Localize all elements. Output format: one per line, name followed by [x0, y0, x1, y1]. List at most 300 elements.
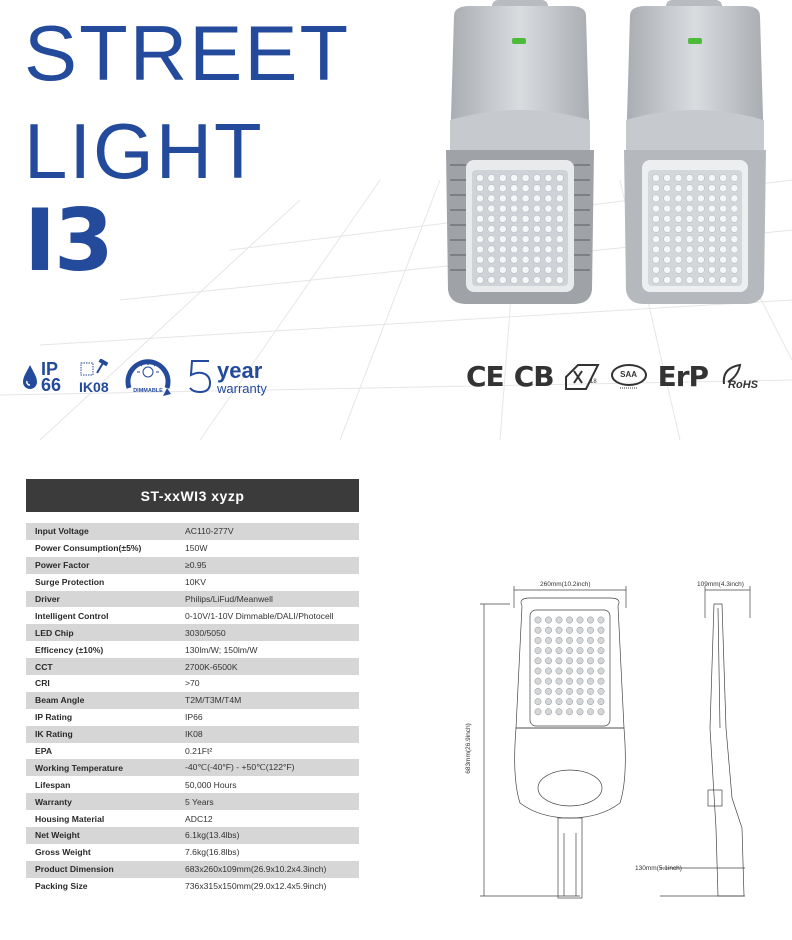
- spec-row: [26, 844, 359, 861]
- led-chip: [476, 185, 483, 192]
- led-chip: [556, 246, 563, 253]
- led-chip: [488, 174, 495, 181]
- led-chip: [545, 276, 552, 283]
- led-chip: [545, 709, 551, 715]
- led-chip: [522, 236, 529, 243]
- led-chip: [675, 185, 682, 192]
- spec-value: -40℃(-40°F) - +50℃(122°F): [176, 759, 359, 776]
- led-chip: [522, 266, 529, 273]
- led-chip: [535, 698, 541, 704]
- led-chip: [675, 215, 682, 222]
- led-chip: [577, 668, 583, 674]
- led-chip: [697, 174, 704, 181]
- spec-value: 683x260x109mm(26.9x10.2x4.3inch): [176, 861, 359, 878]
- led-chip: [686, 246, 693, 253]
- ip-value: 66: [41, 375, 62, 395]
- led-chip: [731, 246, 738, 253]
- spec-row: [26, 607, 359, 624]
- led-chip: [545, 195, 552, 202]
- spec-value: 150W: [185, 543, 208, 554]
- led-chip: [556, 688, 562, 694]
- led-chip: [556, 215, 563, 222]
- led-chip: [533, 174, 540, 181]
- led-chip: [675, 256, 682, 263]
- led-chip: [488, 246, 495, 253]
- led-chip: [587, 668, 593, 674]
- led-chip: [686, 174, 693, 181]
- spec-key: IP Rating: [35, 712, 73, 723]
- spec-key: Surge Protection: [35, 577, 105, 588]
- spec-value: 10KV: [185, 577, 207, 588]
- led-chip: [566, 688, 572, 694]
- led-chip: [522, 205, 529, 212]
- spec-key: Power Consumption(±5%): [35, 543, 142, 554]
- led-chip: [545, 617, 551, 623]
- led-chip: [535, 627, 541, 633]
- led-chip: [545, 678, 551, 684]
- led-chip: [731, 236, 738, 243]
- led-chip: [697, 195, 704, 202]
- led-chip: [652, 215, 659, 222]
- spec-key: CRI: [35, 678, 50, 689]
- spec-key: IK Rating: [26, 726, 176, 743]
- led-chip: [652, 195, 659, 202]
- led-chip: [488, 215, 495, 222]
- led-chip: [533, 195, 540, 202]
- led-chip: [488, 256, 495, 263]
- led-chip: [556, 678, 562, 684]
- led-chip: [587, 698, 593, 704]
- spec-row: [26, 624, 359, 641]
- led-chip: [708, 276, 715, 283]
- led-chip: [598, 627, 604, 633]
- led-chip: [675, 236, 682, 243]
- led-chip: [533, 276, 540, 283]
- led-chip: [708, 225, 715, 232]
- led-chip: [731, 225, 738, 232]
- led-chip: [720, 215, 727, 222]
- led-chip: [522, 225, 529, 232]
- led-chip: [535, 637, 541, 643]
- spec-key: Power Factor: [26, 557, 176, 574]
- erp-mark: ErP: [657, 360, 709, 393]
- led-chip: [556, 236, 563, 243]
- spec-row: [26, 861, 359, 878]
- spec-row: [26, 776, 359, 793]
- led-chip: [686, 215, 693, 222]
- spec-row: [26, 810, 359, 827]
- five-outline-icon: [187, 358, 213, 396]
- led-chip: [697, 246, 704, 253]
- led-chip: [577, 647, 583, 653]
- led-chip: [476, 256, 483, 263]
- led-chip: [708, 195, 715, 202]
- led-chip: [488, 266, 495, 273]
- spec-value: 6.1kg(13.4lbs): [176, 827, 359, 844]
- led-chip: [476, 236, 483, 243]
- saa-mark: SAA: [610, 363, 648, 391]
- led-chip: [533, 266, 540, 273]
- led-chip: [587, 688, 593, 694]
- led-chip: [697, 236, 704, 243]
- led-chip: [731, 185, 738, 192]
- led-chip: [720, 236, 727, 243]
- led-chip: [686, 225, 693, 232]
- led-chip: [731, 174, 738, 181]
- led-chip: [522, 246, 529, 253]
- led-chip: [533, 236, 540, 243]
- led-chip: [587, 709, 593, 715]
- led-chip: [664, 276, 671, 283]
- led-chip: [731, 205, 738, 212]
- led-chip: [556, 276, 563, 283]
- spec-value: IP66: [185, 712, 203, 723]
- led-chip: [522, 185, 529, 192]
- led-chip: [587, 627, 593, 633]
- warranty-label: warranty: [217, 380, 267, 396]
- led-chip: [522, 174, 529, 181]
- spec-value: 736x315x150mm(29.0x12.4x5.9inch): [185, 881, 327, 892]
- led-chip: [686, 256, 693, 263]
- title-line-2: LIGHT: [24, 107, 264, 195]
- dim-pole: 130mm(5.1inch): [635, 865, 682, 872]
- led-chip: [566, 617, 572, 623]
- led-chip: [708, 185, 715, 192]
- led-chip: [577, 637, 583, 643]
- led-chip: [556, 698, 562, 704]
- led-chip: [686, 185, 693, 192]
- product-title: [24, 9, 351, 291]
- led-chip: [664, 195, 671, 202]
- led-chip: [556, 174, 563, 181]
- led-chip: [566, 647, 572, 653]
- led-chip: [476, 195, 483, 202]
- led-chip: [499, 215, 506, 222]
- spec-value: 2700K-6500K: [176, 658, 359, 675]
- led-chip: [545, 658, 551, 664]
- led-chip: [708, 236, 715, 243]
- led-chip: [566, 637, 572, 643]
- led-chip: [476, 266, 483, 273]
- spec-row: [26, 540, 359, 557]
- spec-value: 0.21Ft²: [185, 746, 213, 757]
- led-chip: [488, 185, 495, 192]
- spec-row: [26, 692, 359, 709]
- led-chip: [511, 266, 518, 273]
- spec-value: ADC12: [185, 813, 213, 824]
- led-chip: [556, 627, 562, 633]
- led-chip: [533, 256, 540, 263]
- led-chip: [720, 205, 727, 212]
- spec-value: T2M/T3M/T4M: [176, 692, 359, 709]
- ik-label: IK08: [79, 379, 109, 395]
- dim-width: 260mm(10.2inch): [540, 581, 591, 588]
- led-chip: [675, 276, 682, 283]
- led-chip: [511, 215, 518, 222]
- spec-row: [26, 574, 359, 591]
- led-chip: [488, 205, 495, 212]
- led-chip: [598, 698, 604, 704]
- led-chip: [720, 195, 727, 202]
- led-chip: [720, 174, 727, 181]
- spec-model-code: ST-xxWI3 xyzp: [26, 479, 359, 512]
- led-chip: [499, 185, 506, 192]
- led-chip: [556, 205, 563, 212]
- led-chip: [488, 195, 495, 202]
- led-chip: [556, 668, 562, 674]
- led-chip: [708, 256, 715, 263]
- led-chip: [587, 678, 593, 684]
- street-light-image-smooth: [620, 0, 770, 312]
- led-chip: [720, 276, 727, 283]
- led-chip: [664, 215, 671, 222]
- feature-icons: [22, 352, 267, 402]
- led-chip: [577, 627, 583, 633]
- led-chip: [720, 266, 727, 273]
- led-chip: [652, 266, 659, 273]
- technical-drawing: [470, 578, 792, 908]
- led-chip: [686, 205, 693, 212]
- led-chip: [664, 174, 671, 181]
- led-chip: [545, 205, 552, 212]
- led-chip: [533, 225, 540, 232]
- led-chip: [488, 225, 495, 232]
- ik08-badge: [79, 359, 109, 395]
- led-chip: [556, 266, 563, 273]
- led-chip: [535, 668, 541, 674]
- led-chip: [720, 246, 727, 253]
- led-chip: [652, 225, 659, 232]
- spec-value: ≥0.95: [176, 557, 359, 574]
- led-chip: [652, 236, 659, 243]
- led-chip: [731, 276, 738, 283]
- spec-value: 3030/5050: [176, 624, 359, 641]
- led-chip: [675, 195, 682, 202]
- led-chip: [533, 205, 540, 212]
- led-chip: [664, 185, 671, 192]
- spec-value: Philips/LiFud/Meanwell: [176, 591, 359, 608]
- led-chip: [476, 276, 483, 283]
- led-chip: [720, 225, 727, 232]
- spec-value: 130lm/W; 150lm/W: [185, 644, 258, 655]
- spec-key: Input Voltage: [26, 523, 176, 540]
- dimmable-label: DIMMABLE: [133, 388, 163, 394]
- led-chip: [499, 266, 506, 273]
- led-chip: [545, 627, 551, 633]
- led-chip: [511, 225, 518, 232]
- led-chip: [511, 256, 518, 263]
- led-chip: [545, 698, 551, 704]
- led-chip: [511, 246, 518, 253]
- led-chip: [598, 688, 604, 694]
- led-chip: [686, 266, 693, 273]
- led-chip: [731, 256, 738, 263]
- led-chip: [598, 668, 604, 674]
- led-chip: [499, 205, 506, 212]
- spec-row: [26, 641, 359, 658]
- led-chip: [598, 637, 604, 643]
- led-chip: [488, 236, 495, 243]
- spec-row: [26, 878, 359, 895]
- led-chip: [566, 698, 572, 704]
- led-chip: [545, 236, 552, 243]
- led-chip: [535, 617, 541, 623]
- led-chip: [511, 174, 518, 181]
- ip-label: IP: [41, 359, 59, 379]
- led-chip: [577, 617, 583, 623]
- spec-table: [26, 523, 359, 895]
- led-chip: [511, 205, 518, 212]
- led-chip: [697, 266, 704, 273]
- led-chip: [556, 185, 563, 192]
- led-chip: [675, 266, 682, 273]
- led-chip: [511, 276, 518, 283]
- led-chip: [533, 185, 540, 192]
- led-chip: [476, 225, 483, 232]
- hammer-icon: [79, 359, 109, 379]
- spec-row: [26, 759, 359, 776]
- led-chip: [577, 678, 583, 684]
- led-chip: [708, 246, 715, 253]
- led-chip: [587, 617, 593, 623]
- spec-value: >70: [185, 678, 200, 689]
- spec-row: [26, 591, 359, 608]
- spec-key: Intelligent Control: [35, 610, 109, 621]
- led-chip: [566, 627, 572, 633]
- led-chip: [697, 185, 704, 192]
- warranty-badge: [187, 358, 267, 396]
- led-chip: [545, 256, 552, 263]
- led-chip: [720, 256, 727, 263]
- led-chip: [708, 215, 715, 222]
- led-chip: [511, 236, 518, 243]
- led-chip: [556, 195, 563, 202]
- led-chip: [598, 647, 604, 653]
- led-chip: [556, 225, 563, 232]
- led-chip: [652, 246, 659, 253]
- led-chip: [697, 276, 704, 283]
- led-chip: [598, 678, 604, 684]
- led-chip: [577, 709, 583, 715]
- spec-row: [26, 827, 359, 844]
- led-chip: [545, 246, 552, 253]
- led-chip: [556, 647, 562, 653]
- led-chip: [652, 256, 659, 263]
- led-chip: [556, 658, 562, 664]
- led-chip: [664, 266, 671, 273]
- led-chip: [476, 174, 483, 181]
- led-chip: [522, 256, 529, 263]
- spec-value: 5 Years: [176, 793, 359, 810]
- led-chip: [545, 668, 551, 674]
- spec-row: [26, 523, 359, 540]
- spec-value: IK08: [176, 726, 359, 743]
- led-chip: [652, 205, 659, 212]
- led-chip: [499, 246, 506, 253]
- led-chip: [545, 174, 552, 181]
- led-chip: [675, 246, 682, 253]
- led-chip: [522, 276, 529, 283]
- spec-key: Product Dimension: [26, 861, 176, 878]
- led-chip: [708, 266, 715, 273]
- rohs-mark: RoHS: [718, 362, 758, 392]
- led-chip: [686, 276, 693, 283]
- title-line-1: STREET: [24, 9, 351, 97]
- led-chip: [545, 185, 552, 192]
- led-chip: [598, 658, 604, 664]
- led-chip: [533, 246, 540, 253]
- led-chip: [499, 195, 506, 202]
- spec-value: AC110-277V: [176, 523, 359, 540]
- led-chip: [675, 174, 682, 181]
- led-chip: [499, 256, 506, 263]
- led-chip: [598, 617, 604, 623]
- led-chip: [545, 266, 552, 273]
- led-chip: [566, 658, 572, 664]
- led-chip: [556, 637, 562, 643]
- led-chip: [731, 195, 738, 202]
- model-name: I3: [24, 191, 112, 291]
- dim-height: 683mm(26.9inch): [464, 723, 472, 774]
- led-chip: [697, 256, 704, 263]
- spec-key: Gross Weight: [35, 847, 91, 858]
- led-chip: [556, 617, 562, 623]
- led-chip: [664, 225, 671, 232]
- spec-row: [26, 557, 359, 574]
- led-chip: [587, 647, 593, 653]
- led-chip: [545, 225, 552, 232]
- led-chip: [535, 709, 541, 715]
- led-chip: [476, 215, 483, 222]
- spec-row: [26, 675, 359, 692]
- led-chip: [499, 276, 506, 283]
- spec-key: Housing Material: [35, 813, 105, 824]
- led-chip: [511, 195, 518, 202]
- spec-key: Efficency (±10%): [35, 644, 104, 655]
- led-chip: [708, 205, 715, 212]
- led-chip: [545, 215, 552, 222]
- led-chip: [697, 225, 704, 232]
- spec-key: CCT: [26, 658, 176, 675]
- spec-key: Beam Angle: [26, 692, 176, 709]
- led-chip: [577, 688, 583, 694]
- spec-key: Driver: [26, 591, 176, 608]
- led-chip: [499, 225, 506, 232]
- spec-key: Packing Size: [35, 881, 88, 892]
- spec-row: [26, 658, 359, 675]
- led-chip: [731, 266, 738, 273]
- led-chip: [511, 185, 518, 192]
- led-chip: [720, 185, 727, 192]
- street-light-image-finned: [440, 0, 600, 312]
- led-chip: [476, 246, 483, 253]
- led-chip: [476, 205, 483, 212]
- led-chip: [556, 709, 562, 715]
- led-chip: [556, 256, 563, 263]
- led-chip: [566, 709, 572, 715]
- led-chip: [697, 205, 704, 212]
- led-chip: [545, 637, 551, 643]
- spec-value: 7.6kg(16.8lbs): [185, 847, 240, 858]
- led-chip: [566, 668, 572, 674]
- spec-value: 0-10V/1-10V Dimmable/DALI/Photocell: [185, 610, 334, 621]
- ip66-badge: [22, 361, 61, 393]
- spec-row: [26, 793, 359, 810]
- cb-mark: CB: [513, 360, 554, 393]
- led-chip: [664, 246, 671, 253]
- eac-rcm-icon: [564, 363, 600, 391]
- led-chip: [488, 276, 495, 283]
